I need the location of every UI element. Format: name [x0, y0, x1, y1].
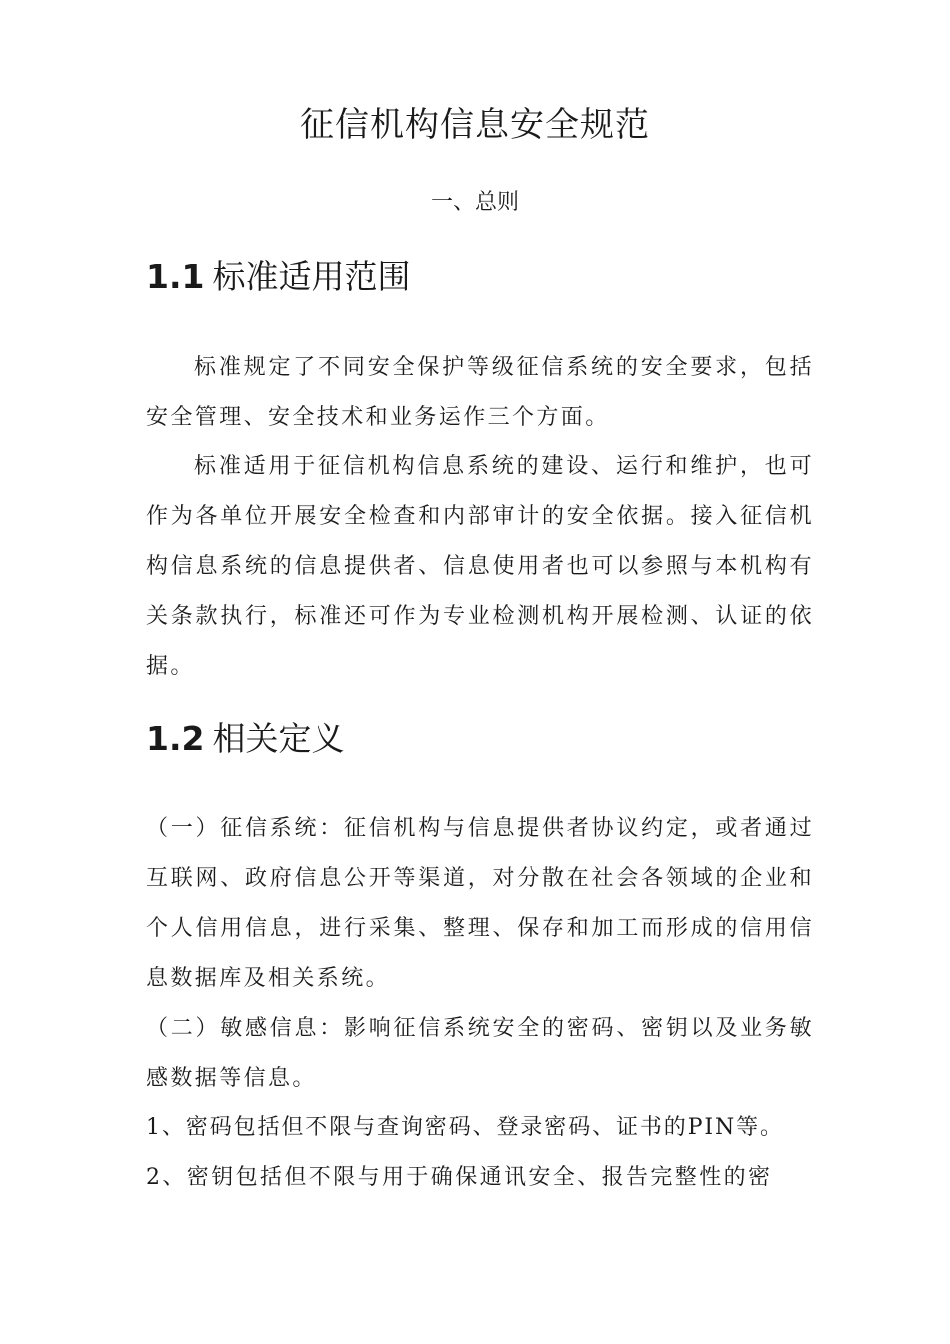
paragraph-scope-application: 标准适用于征信机构信息系统的建设、运行和维护，也可作为各单位开展安全检查和内部审计的安全依据。接入征信机构信息系统的信息提供者、信息使用者也可以参照与本机构有关条款执行，标准还可作为专业检测机构开展检测、认证的依据。 — [146, 454, 814, 679]
chapter-heading: 一、总则 — [430, 190, 519, 215]
paragraph-scope-requirements: 标准规定了不同安全保护等级征信系统的安全要求，包括安全管理、安全技术和业务运作三个方面。 — [146, 355, 814, 430]
list-item-password: 1、密码包括但不限与查询密码、登录密码、证书的PIN等。 — [146, 1115, 784, 1140]
section-title: 相关定义 — [212, 719, 345, 758]
document-title: 征信机构信息安全规范 — [300, 105, 650, 145]
section-heading-1-2 — [146, 714, 826, 764]
section-number: 1.2 — [146, 719, 205, 758]
section-number: 1.1 — [146, 257, 205, 296]
section-heading-1-1 — [146, 252, 826, 302]
list-item-key: 2、密钥包括但不限与用于确保通讯安全、报告完整性的密 — [146, 1165, 773, 1190]
section-title: 标准适用范围 — [212, 257, 411, 296]
definition-credit-system: （一）征信系统：征信机构与信息提供者协议约定，或者通过互联网、政府信息公开等渠道，对分散在社会各领域的企业和个人信用信息，进行采集、整理、保存和加工而形成的信用信息数据库及相关系统。 — [146, 816, 814, 991]
definition-sensitive-info: （二）敏感信息：影响征信系统安全的密码、密钥以及业务敏感数据等信息。 — [146, 1016, 814, 1091]
